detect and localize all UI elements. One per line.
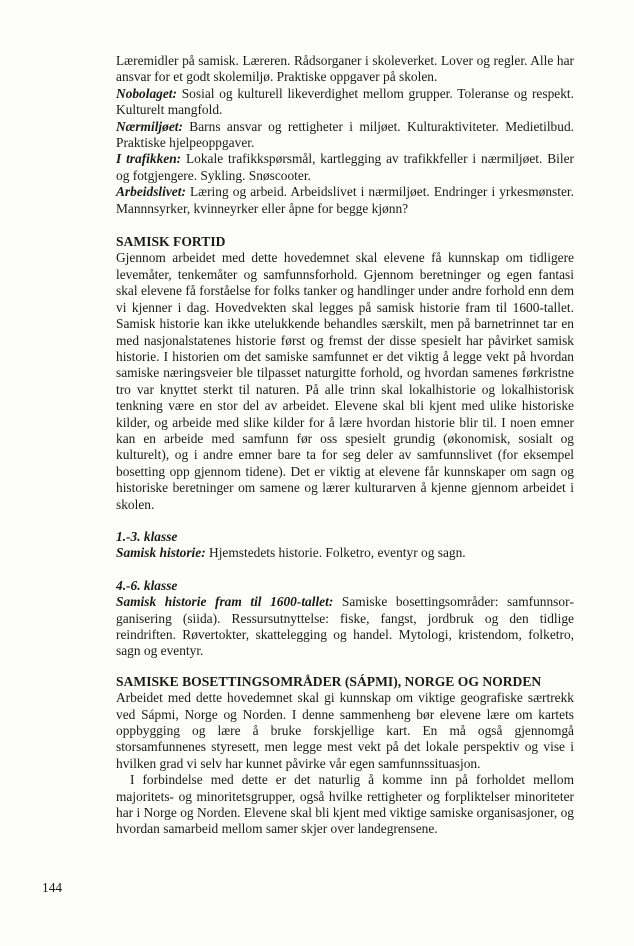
page-body (116, 53, 574, 838)
section-paragraph: Gjennom arbeidet med dette hovedemnet skal elevene få kunnskap om tidligere levemåter, tenkemåter og samfunnsforhold. Gjennom beretninger og egen fantasi skal elevene få forståelse for folks tanker og handlinger under andre forhold enn dem vi kjenner i dag. Hovedvekten skal legges på samisk historie fram til 1600-tallet. Samisk historie kan ikke utelukkende behandles særskilt, men på barnetrinnet tar en med nasjonalstatenes historie først og fremst der disse spesielt har påvirket samisk historie. I historien om det samiske samfunnet er det viktig å legge vekt på hvordan samiske næringsveier ble tilpasset naturgitte forhold, og hvordan samenes førkristne tro var knyttet sterkt til naturen. På alle trinn skal lokalhistorie og lokalhistorisk tenkning være en stor del av arbeidet. Elevene skal bli kjent med ulike historiske kilder, og arbeide med slike kilder for å lære hvordan historie blir til. I noen emner kan en arbeide med samfunn før oss spesielt grundig (økonomisk, sosialt og kulturelt), og i andre emner bare ta for seg deler av samfunnslivet (for eksempel bosetting opp gjennom tidene). Det er viktig at elevene får kunnskaper om sagn og historiske beretninger om samene og lærer kulturarven å kjenne gjennom arbeidet i skolen. (116, 250, 574, 512)
item-trafikken (116, 151, 574, 184)
item-label: Nærmiljøet: (116, 118, 183, 134)
page-number: 144 (42, 880, 63, 895)
section-heading: SAMISKE BOSETTINGSOMRÅDER (SÁPMI), NORGE OG NORDEN (116, 673, 542, 689)
intro-paragraph: Læremidler på samisk. Læreren. Rådsorganer i skoleverket. Lover og regler. Alle har ansvar for et godt skolemiljø. Praktiske oppgaver på skolen. (116, 53, 574, 85)
subsection-heading: 4.-6. klasse (116, 577, 178, 593)
item-label: Samisk historie fram til 1600-tallet: (116, 594, 334, 610)
subsection-heading: 1.-3. klasse (116, 528, 178, 544)
item-text: Lokale trafikkspørsmål, kartlegging av trafikkfeller i nærmiljøet. Biler og fotgjengere. Sykling. Snøscooter. (116, 151, 574, 183)
subsection-paragraph (116, 594, 574, 660)
item-nobolaget (116, 86, 574, 119)
section-heading: SAMISK FORTID (116, 234, 226, 250)
item-label: Samisk historie: (116, 545, 206, 561)
item-text: Sosial og kulturell likeverdighet mellom grupper. Toleranse og respekt. Kulturelt mangfold. (116, 85, 574, 118)
item-label: Nobolaget: (116, 85, 177, 101)
item-text: Barns ansvar og rettigheter i miljøet. Kulturaktiviteter. Medietilbud. Praktiske hjelpeoppgaver. (116, 118, 574, 151)
item-text: Samiske bosettingsområder: samfunnsorganisering (siida). Ressursutnyttelse: fiske, fangst, jordbruk og den tidlige reindriften. Røvertokter, skattelegging og handel. Mytologi, kristendom, folketro, sagn og eventyr. (116, 594, 574, 659)
item-label: I trafikken: (116, 151, 182, 167)
item-text: Hjemstedets historie. Folketro, eventyr og sagn. (205, 545, 466, 561)
item-text: Læring og arbeid. Arbeidslivet i nærmiljøet. Endringer i yrkesmønster. Mannnsyrker, kvinneyrker eller åpne for begge kjønn? (116, 184, 574, 216)
section-paragraph: I forbindelse med dette er det naturlig å komme inn på forholdet mellom majoritets- og minoritetsgrupper, også hvilke rettigheter og forpliktelser minoriteter har i Norge og Norden. Elevene skal bli kjent med viktige samiske organisasjoner, og hvordan samarbeid mellom samer skjer over landegrensene. (116, 772, 574, 837)
item-label: Arbeidslivet: (116, 184, 186, 200)
item-naermiljoet (116, 119, 574, 152)
subsection-paragraph (116, 545, 574, 561)
section-paragraph: Arbeidet med dette hovedemnet skal gi kunnskap om viktige geografiske særtrekk ved Sápmi, Norge og Norden. I denne sammenheng bør elevene lære om kartets oppbygging og lære å bruke forskjellige kart. En må også gjennomgå storsamfunnenes styresett, men legge mest vekt på det lokale perspektiv og vise i hvilken grad vi selv har kunnet påvirke vår egen samfunnssituasjon. (116, 690, 574, 771)
item-arbeidslivet (116, 184, 574, 217)
